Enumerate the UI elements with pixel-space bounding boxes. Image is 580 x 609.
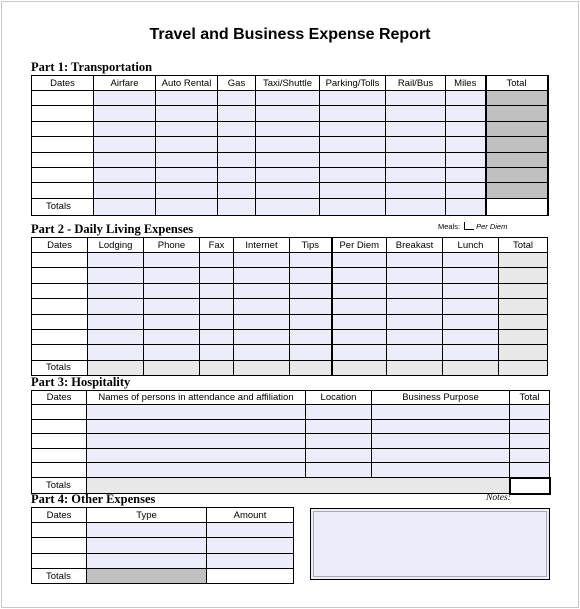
entry-cell[interactable] [234, 253, 290, 268]
entry-cell[interactable] [499, 268, 548, 283]
entry-cell[interactable] [306, 434, 372, 449]
entry-cell[interactable] [87, 538, 207, 553]
header-row [32, 76, 548, 91]
entry-cell[interactable] [499, 299, 548, 314]
total-cell[interactable] [234, 360, 290, 375]
entry-cell[interactable] [387, 268, 443, 283]
entry-cell[interactable] [94, 121, 156, 136]
entry-cell[interactable] [218, 183, 256, 198]
entry-cell[interactable] [88, 314, 144, 329]
column-header: Total [499, 238, 548, 253]
entry-cell[interactable] [32, 448, 87, 463]
entry-cell[interactable] [332, 329, 387, 344]
table-row [32, 152, 548, 167]
entry-cell[interactable] [499, 283, 548, 298]
entry-cell[interactable] [320, 121, 386, 136]
entry-cell[interactable] [320, 167, 386, 182]
entry-cell[interactable] [218, 152, 256, 167]
entry-cell[interactable] [372, 434, 510, 449]
totals-row [32, 569, 294, 584]
total-cell[interactable] [499, 360, 548, 375]
entry-cell[interactable] [234, 299, 290, 314]
entry-cell[interactable] [144, 329, 200, 344]
entry-cell[interactable] [290, 314, 332, 329]
total-cell[interactable] [446, 198, 486, 215]
entry-cell[interactable] [256, 152, 320, 167]
entry-cell[interactable] [207, 523, 294, 538]
entry-cell[interactable] [499, 253, 548, 268]
part4-heading: Part 4: Other Expenses [31, 492, 156, 506]
entry-cell[interactable] [144, 253, 200, 268]
notes-inner-border [313, 511, 547, 577]
column-header: Phone [144, 238, 200, 253]
total-cell[interactable] [144, 360, 200, 375]
entry-cell[interactable] [87, 523, 207, 538]
entry-cell[interactable] [32, 268, 88, 283]
header-row [32, 391, 550, 405]
entry-cell[interactable] [156, 106, 218, 121]
entry-cell[interactable] [372, 405, 510, 420]
entry-cell[interactable] [32, 538, 87, 553]
entry-cell[interactable] [372, 419, 510, 434]
entry-cell[interactable] [32, 299, 88, 314]
meals-option [438, 222, 507, 231]
entry-cell[interactable] [94, 91, 156, 106]
entry-cell[interactable] [486, 91, 548, 106]
table-row [32, 538, 294, 553]
entry-cell[interactable] [386, 91, 446, 106]
entry-cell[interactable] [218, 91, 256, 106]
header-row [32, 508, 294, 523]
entry-cell[interactable] [32, 253, 88, 268]
entry-cell[interactable] [218, 167, 256, 182]
column-header: Rail/Bus [386, 76, 446, 91]
table-row [32, 106, 548, 121]
entry-cell[interactable] [32, 152, 94, 167]
total-cell[interactable] [486, 198, 548, 215]
column-header: Dates [32, 238, 88, 253]
column-header: Gas [218, 76, 256, 91]
entry-cell[interactable] [234, 329, 290, 344]
table-row [32, 329, 548, 344]
entry-cell[interactable] [332, 253, 387, 268]
entry-cell[interactable] [88, 345, 144, 360]
column-header: Auto Rental [156, 76, 218, 91]
table-row [32, 121, 548, 136]
column-header: Breakast [387, 238, 443, 253]
total-cell[interactable] [207, 569, 294, 584]
column-header: Dates [32, 391, 87, 405]
entry-cell[interactable] [88, 268, 144, 283]
entry-cell[interactable] [32, 405, 87, 420]
entry-cell[interactable] [443, 329, 499, 344]
entry-cell[interactable] [320, 152, 386, 167]
entry-cell[interactable] [387, 283, 443, 298]
entry-cell[interactable] [156, 91, 218, 106]
meals-label: Meals: [438, 222, 461, 231]
entry-cell[interactable] [387, 345, 443, 360]
entry-cell[interactable] [306, 405, 372, 420]
total-sum-cell[interactable] [510, 478, 550, 494]
entry-cell[interactable] [200, 253, 234, 268]
column-header: Location [306, 391, 372, 405]
total-cell[interactable] [218, 198, 256, 215]
entry-cell[interactable] [218, 121, 256, 136]
entry-cell[interactable] [32, 106, 94, 121]
entry-cell[interactable] [94, 152, 156, 167]
table-row [32, 314, 548, 329]
entry-cell[interactable] [94, 167, 156, 182]
table-row [32, 268, 548, 283]
entry-cell[interactable] [32, 434, 87, 449]
entry-cell[interactable] [144, 299, 200, 314]
total-cell[interactable] [290, 360, 332, 375]
entry-cell[interactable] [32, 345, 88, 360]
entry-cell[interactable] [499, 314, 548, 329]
column-header: Dates [32, 508, 87, 523]
entry-cell[interactable] [320, 183, 386, 198]
entry-cell[interactable] [32, 463, 87, 478]
entry-cell[interactable] [32, 283, 88, 298]
entry-cell[interactable] [386, 137, 446, 152]
entry-cell[interactable] [94, 137, 156, 152]
entry-cell[interactable] [144, 268, 200, 283]
entry-cell[interactable] [332, 268, 387, 283]
per-diem-option-label: Per Diem [476, 222, 508, 231]
table-row [32, 463, 550, 478]
total-cell[interactable] [386, 198, 446, 215]
column-header: Internet [234, 238, 290, 253]
entry-cell[interactable] [32, 314, 88, 329]
entry-cell[interactable] [218, 137, 256, 152]
entry-cell[interactable] [32, 167, 94, 182]
entry-cell[interactable] [256, 167, 320, 182]
entry-cell[interactable] [443, 283, 499, 298]
column-header: Parking/Tolls [320, 76, 386, 91]
entry-cell[interactable] [32, 329, 88, 344]
notes-textarea[interactable] [310, 508, 550, 580]
column-header: Names of persons in attendance and affiliation [87, 391, 306, 405]
table-row [32, 283, 548, 298]
entry-cell[interactable] [386, 167, 446, 182]
entry-cell[interactable] [486, 152, 548, 167]
table-row [32, 299, 548, 314]
entry-cell[interactable] [207, 553, 294, 568]
entry-cell[interactable] [386, 152, 446, 167]
entry-cell[interactable] [446, 137, 486, 152]
entry-cell[interactable] [156, 137, 218, 152]
entry-cell[interactable] [446, 167, 486, 182]
entry-cell[interactable] [32, 91, 94, 106]
entry-cell[interactable] [510, 448, 550, 463]
column-header: Dates [32, 76, 94, 91]
entry-cell[interactable] [144, 345, 200, 360]
entry-cell[interactable] [32, 121, 94, 136]
entry-cell[interactable] [486, 121, 548, 136]
column-header: Miles [446, 76, 486, 91]
entry-cell[interactable] [87, 463, 306, 478]
total-cell[interactable] [443, 360, 499, 375]
entry-cell[interactable] [200, 283, 234, 298]
entry-cell[interactable] [446, 183, 486, 198]
entry-cell[interactable] [332, 345, 387, 360]
entry-cell[interactable] [144, 314, 200, 329]
entry-cell[interactable] [200, 314, 234, 329]
entry-cell[interactable] [320, 91, 386, 106]
column-header: Amount [207, 508, 294, 523]
daily-living-table [31, 237, 548, 376]
entry-cell[interactable] [256, 137, 320, 152]
entry-cell[interactable] [200, 345, 234, 360]
total-cell[interactable] [256, 198, 320, 215]
total-cell[interactable] [320, 198, 386, 215]
table-row [32, 419, 550, 434]
entry-cell[interactable] [94, 183, 156, 198]
entry-cell[interactable] [486, 137, 548, 152]
entry-cell[interactable] [156, 152, 218, 167]
entry-cell[interactable] [372, 463, 510, 478]
totals-label: Totals [32, 198, 94, 215]
entry-cell[interactable] [443, 253, 499, 268]
entry-cell[interactable] [87, 553, 207, 568]
total-cell[interactable] [200, 360, 234, 375]
entry-cell[interactable] [87, 405, 306, 420]
column-header: Total [486, 76, 548, 91]
total-cell[interactable] [87, 569, 207, 584]
notes-label: Notes: [486, 493, 511, 503]
entry-cell[interactable] [234, 345, 290, 360]
entry-cell[interactable] [486, 167, 548, 182]
entry-cell[interactable] [387, 314, 443, 329]
entry-cell[interactable] [88, 329, 144, 344]
entry-cell[interactable] [156, 167, 218, 182]
entry-cell[interactable] [144, 283, 200, 298]
entry-cell[interactable] [386, 183, 446, 198]
entry-cell[interactable] [200, 329, 234, 344]
column-header: Lunch [443, 238, 499, 253]
table-row [32, 553, 294, 568]
total-cell[interactable] [88, 360, 144, 375]
table-row [32, 448, 550, 463]
table-row [32, 405, 550, 420]
header-row [32, 238, 548, 253]
entry-cell[interactable] [446, 121, 486, 136]
total-cell[interactable] [387, 360, 443, 375]
entry-cell[interactable] [32, 137, 94, 152]
column-header: Type [87, 508, 207, 523]
column-header: Per Diem [332, 238, 387, 253]
column-header: Airfare [94, 76, 156, 91]
table-row [32, 345, 548, 360]
entry-cell[interactable] [234, 283, 290, 298]
entry-cell[interactable] [234, 268, 290, 283]
column-header: Taxi/Shuttle [256, 76, 320, 91]
entry-cell[interactable] [387, 299, 443, 314]
entry-cell[interactable] [88, 299, 144, 314]
totals-label: Totals [32, 360, 88, 375]
entry-cell[interactable] [387, 329, 443, 344]
entry-cell[interactable] [306, 463, 372, 478]
entry-cell[interactable] [88, 253, 144, 268]
totals-row [32, 360, 548, 375]
entry-cell[interactable] [320, 106, 386, 121]
entry-cell[interactable] [207, 538, 294, 553]
table-row [32, 183, 548, 198]
entry-cell[interactable] [306, 448, 372, 463]
entry-cell[interactable] [486, 183, 548, 198]
entry-cell[interactable] [88, 283, 144, 298]
entry-cell[interactable] [446, 106, 486, 121]
entry-cell[interactable] [320, 137, 386, 152]
entry-cell[interactable] [499, 329, 548, 344]
entry-cell[interactable] [32, 183, 94, 198]
entry-cell[interactable] [443, 345, 499, 360]
entry-cell[interactable] [156, 183, 218, 198]
entry-cell[interactable] [443, 314, 499, 329]
entry-cell[interactable] [87, 419, 306, 434]
totals-label: Totals [32, 569, 87, 584]
column-header: Lodging [88, 238, 144, 253]
total-cell[interactable] [332, 360, 387, 375]
total-cell[interactable] [94, 198, 156, 215]
part3-heading: Part 3: Hospitality [31, 375, 131, 389]
entry-cell[interactable] [94, 106, 156, 121]
table-row [32, 434, 550, 449]
entry-cell[interactable] [156, 121, 218, 136]
entry-cell[interactable] [290, 329, 332, 344]
entry-cell[interactable] [486, 106, 548, 121]
column-header: Fax [200, 238, 234, 253]
entry-cell[interactable] [32, 553, 87, 568]
per-diem-checkbox[interactable] [464, 222, 474, 230]
entry-cell[interactable] [510, 463, 550, 478]
table-row [32, 523, 294, 538]
entry-cell[interactable] [446, 91, 486, 106]
entry-cell[interactable] [290, 253, 332, 268]
entry-cell[interactable] [32, 419, 87, 434]
entry-cell[interactable] [510, 434, 550, 449]
entry-cell[interactable] [290, 283, 332, 298]
entry-cell[interactable] [218, 106, 256, 121]
entry-cell[interactable] [499, 345, 548, 360]
entry-cell[interactable] [256, 106, 320, 121]
other-expenses-table [31, 507, 294, 584]
entry-cell[interactable] [446, 152, 486, 167]
entry-cell[interactable] [386, 121, 446, 136]
total-cell[interactable] [156, 198, 218, 215]
part2-heading: Part 2 - Daily Living Expenses [31, 222, 194, 236]
part1-heading: Part 1: Transportation [31, 60, 153, 74]
table-row [32, 167, 548, 182]
entry-cell[interactable] [256, 183, 320, 198]
entry-cell[interactable] [290, 299, 332, 314]
entry-cell[interactable] [332, 314, 387, 329]
column-header: Tips [290, 238, 332, 253]
totals-row [32, 198, 548, 215]
entry-cell[interactable] [87, 448, 306, 463]
entry-cell[interactable] [372, 448, 510, 463]
entry-cell[interactable] [306, 419, 372, 434]
entry-cell[interactable] [332, 299, 387, 314]
page-title: Travel and Business Expense Report [149, 26, 431, 43]
hospitality-table [31, 390, 551, 495]
entry-cell[interactable] [256, 121, 320, 136]
entry-cell[interactable] [200, 299, 234, 314]
entry-cell[interactable] [386, 106, 446, 121]
table-row [32, 137, 548, 152]
entry-cell[interactable] [290, 268, 332, 283]
entry-cell[interactable] [387, 253, 443, 268]
entry-cell[interactable] [256, 91, 320, 106]
entry-cell[interactable] [32, 523, 87, 538]
entry-cell[interactable] [510, 419, 550, 434]
entry-cell[interactable] [510, 405, 550, 420]
entry-cell[interactable] [332, 283, 387, 298]
column-header: Total [510, 391, 550, 405]
entry-cell[interactable] [87, 434, 306, 449]
entry-cell[interactable] [443, 299, 499, 314]
table-row [32, 253, 548, 268]
entry-cell[interactable] [234, 314, 290, 329]
column-header: Business Purpose [372, 391, 510, 405]
transportation-table [31, 75, 549, 216]
entry-cell[interactable] [443, 268, 499, 283]
table-row [32, 91, 548, 106]
entry-cell[interactable] [200, 268, 234, 283]
entry-cell[interactable] [290, 345, 332, 360]
totals-label: Totals [32, 478, 87, 494]
